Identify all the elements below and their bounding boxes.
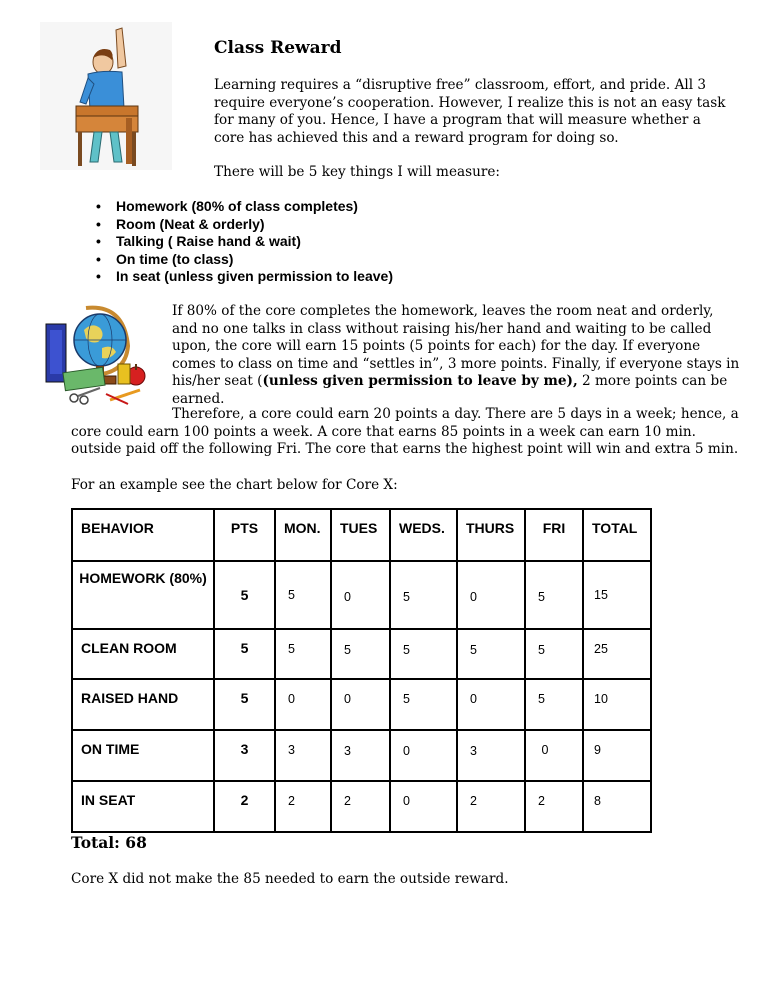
total-cell: 9 (583, 730, 651, 781)
header-mon: MON. (275, 509, 331, 561)
list-item: • Talking ( Raise hand & wait) (96, 233, 393, 251)
intro-paragraph: Learning requires a “disruptive free” classroom, effort, and pride. All 3 require everyone’s cooperation. However, I realize this is not an easy task for many of you. Hence, I have a program that will measure whether a core has achieved this and a reward program for doing so. (214, 77, 726, 146)
behavior-cell: HOMEWORK (80%) (72, 561, 214, 629)
header-thurs: THURS (457, 509, 525, 561)
table-row (72, 730, 651, 781)
header-tues: TUES (331, 509, 390, 561)
table-header-row (72, 509, 651, 561)
reward-chart-table (71, 508, 652, 833)
thurs-cell: 0 (457, 679, 525, 730)
tues-cell: 2 (331, 781, 390, 832)
fri-cell: 0 (525, 730, 583, 781)
table-row (72, 629, 651, 679)
thurs-cell: 2 (457, 781, 525, 832)
behavior-cell: CLEAN ROOM (72, 629, 214, 679)
tues-cell: 0 (331, 561, 390, 629)
fri-cell: 2 (525, 781, 583, 832)
header-weds: WEDS. (390, 509, 457, 561)
therefore-paragraph: Therefore, a core could earn 20 points a day. There are 5 days in a week; hence, a core could earn 100 points a week. A core that earns 85 points in a week can earn 10 min. outside paid off the following Fri. The core that earns the highest point will win and extra 5 min. (71, 406, 739, 457)
mon-cell: 2 (275, 781, 331, 832)
total-cell: 15 (583, 561, 651, 629)
weds-cell: 5 (390, 679, 457, 730)
weds-cell: 5 (390, 561, 457, 629)
tues-cell: 3 (331, 730, 390, 781)
globe-supplies-image (40, 300, 162, 410)
total-cell: 10 (583, 679, 651, 730)
header-pts: PTS (214, 509, 275, 561)
behavior-cell: IN SEAT (72, 781, 214, 832)
list-item: • On time (to class) (96, 251, 393, 269)
mon-cell: 0 (275, 679, 331, 730)
fri-cell: 5 (525, 679, 583, 730)
pts-cell: 5 (214, 629, 275, 679)
pts-cell: 2 (214, 781, 275, 832)
weds-cell: 5 (390, 629, 457, 679)
header-behavior: BEHAVIOR (72, 509, 214, 561)
measure-intro-paragraph: There will be 5 key things I will measure: (214, 164, 500, 180)
thurs-cell: 3 (457, 730, 525, 781)
table-row (72, 781, 651, 832)
pts-cell: 5 (214, 679, 275, 730)
conclusion-paragraph: Core X did not make the 85 needed to earn the outside reward. (71, 871, 509, 887)
tues-cell: 5 (331, 629, 390, 679)
total-cell: 25 (583, 629, 651, 679)
thurs-cell: 5 (457, 629, 525, 679)
measures-list (96, 198, 393, 286)
rules-bold-text: (unless given permission to leave by me), (262, 373, 578, 389)
list-item: • Room (Neat & orderly) (96, 216, 393, 234)
weds-cell: 0 (390, 730, 457, 781)
behavior-cell: ON TIME (72, 730, 214, 781)
weds-cell: 0 (390, 781, 457, 832)
pts-cell: 3 (214, 730, 275, 781)
total-cell: 8 (583, 781, 651, 832)
rules-tail-text: 2 more points can be earned. (172, 373, 728, 407)
header-total: TOTAL (583, 509, 651, 561)
pts-cell: 5 (214, 561, 275, 629)
rules-paragraph (172, 303, 742, 408)
list-item: • Homework (80% of class completes) (96, 198, 393, 216)
table-row (72, 561, 651, 629)
rules-text: If 80% of the core completes the homework, leaves the room neat and orderly, and no one talks in class without raising his/her hand and waiting to be called upon, the core will earn 15 points (5 points for each) for the day. If everyone comes to class on time and “settles in”, 3 more points. Finally, if everyone stays in his/her seat ( (172, 303, 740, 389)
page-title: Class Reward (214, 38, 342, 58)
student-raising-hand-image (40, 22, 172, 170)
header-fri: FRI (525, 509, 583, 561)
list-item: • In seat (unless given permission to leave) (96, 268, 393, 286)
behavior-cell: RAISED HAND (72, 679, 214, 730)
fri-cell: 5 (525, 629, 583, 679)
example-paragraph: For an example see the chart below for Core X: (71, 477, 398, 493)
fri-cell: 5 (525, 561, 583, 629)
mon-cell: 3 (275, 730, 331, 781)
table-row (72, 679, 651, 730)
total-score: Total: 68 (71, 833, 147, 852)
mon-cell: 5 (275, 561, 331, 629)
tues-cell: 0 (331, 679, 390, 730)
mon-cell: 5 (275, 629, 331, 679)
thurs-cell: 0 (457, 561, 525, 629)
